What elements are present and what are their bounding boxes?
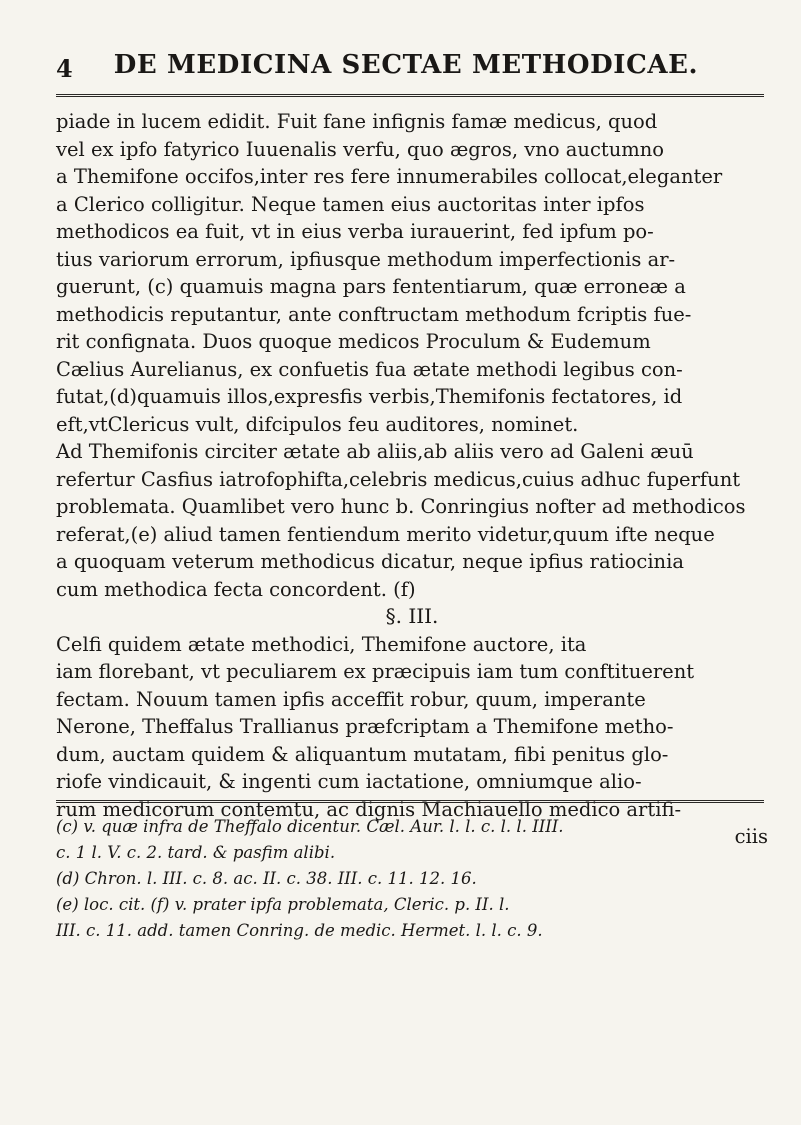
page-number: 4 <box>56 54 73 83</box>
paragraph-thessalus: Celfi quidem ætate methodici, Themifone auctore, ita iam florebant, vt peculiarem ex præcipuis iam tum conftituerent fectam. Nouum tamen ipfis acceffit robur, quum, imperante Nerone, Theffalus Trallianus præfcriptam a Themifone metho- dum, auctam quidem & aliquantum mutatam, fibi penitus glo- riofe vindicauit, & ingenti cum iactatione, omniumque alio- rum medicorum contemtu, ac dignis Machiauello medico artifi- <box>56 632 695 821</box>
footnote-rule <box>56 800 764 803</box>
paragraph-themison: piade in lucem edidit. Fuit fane infignis famæ medicus, quod vel ex ipfo fatyrico Iuuenalis verfu, quo ægros, vno auctumno a Themifone occifos,inter res fere innumerabiles collocat,eleganter a Clerico colligitur. Neque tamen eius auctoritas inter ipfos methodicos ea fuit, vt in eius verba iurauerint, fed ipfum po- tius variorum errorum, ipfiusque methodum imperfectionis ar- guerunt, (c) quamuis magna pars fententiarum, quæ erroneæ a methodicis reputantur, ante conftructam methodum fcriptis fue- rit confignata. Duos quoque medicos Proculum & Eudemum Cælius Aurelianus, ex confuetis fua ætate methodi legibus con- futat,(d)quamuis illos,expresfis verbis,Themifonis fectatores, id eft,vtClericus vult, difcipulos feu auditores, nominet. <box>56 110 723 436</box>
footnote-c: (c) v. quæ infra de Theffalo dicentur. Cæl. Aur. l. l. c. l. l. IIII. c. 1 l. V. c. 2. tard. & pasfim alibi. <box>56 817 564 862</box>
footnote-e-f: (e) loc. cit. (f) v. prater ipfa problemata, Cleric. p. II. l. III. c. 11. add. tamen Conring. de medic. Hermet. l. l. c. 9. <box>56 895 543 940</box>
catchword: ciis <box>734 825 768 848</box>
main-text <box>56 108 768 851</box>
header-rule <box>56 94 764 97</box>
footnote-d: (d) Chron. l. III. c. 8. ac. II. c. 38. III. c. 11. 12. 16. <box>56 869 477 888</box>
paragraph-cassius: Ad Themifonis circiter ætate ab aliis,ab aliis vero ad Galeni æuū refertur Casfius iatrofophifta,celebris medicus,cuius adhuc fuperfunt problemata. Quamlibet vero hunc b. Conringius nofter ad methodicos referat,(e) aliud tamen fentiendum merito videtur,quum ifte neque a quoquam veterum methodicus dicatur, neque ipfius ratiocinia cum methodica fecta concordent. (f) <box>56 440 746 601</box>
footnotes <box>56 814 768 944</box>
running-title: DE MEDICINA SECTAE METHODICAE. <box>113 50 699 80</box>
section-heading: §. III. <box>385 604 439 628</box>
